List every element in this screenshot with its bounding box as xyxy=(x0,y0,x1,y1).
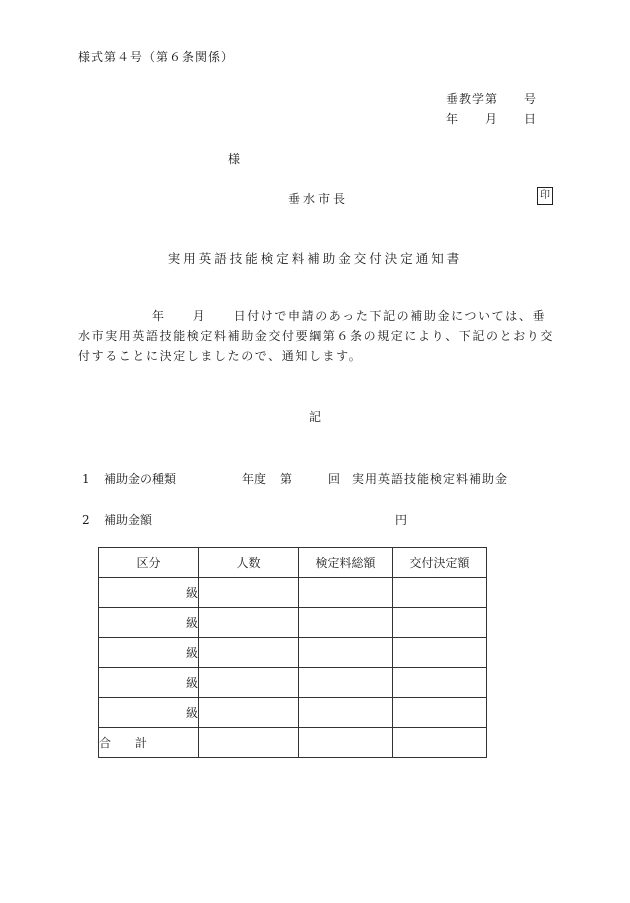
kai-label: 回 xyxy=(328,472,341,486)
total-label-1: 合 xyxy=(99,736,112,750)
total-count-cell xyxy=(199,728,299,758)
notice-body xyxy=(78,306,556,366)
table-header-row xyxy=(99,548,487,578)
decided-amount-cell xyxy=(393,578,487,608)
item-number: 2 xyxy=(82,513,90,527)
item-label: 補助金額 xyxy=(104,513,153,527)
table-row xyxy=(99,668,487,698)
item-label: 補助金の種類 xyxy=(104,472,177,486)
total-fee-cell xyxy=(299,698,393,728)
count-cell xyxy=(199,668,299,698)
total-fee-cell xyxy=(299,578,393,608)
addressee-suffix: 様 xyxy=(228,152,242,166)
count-cell xyxy=(199,578,299,608)
table-row xyxy=(99,638,487,668)
item-subsidy-amount xyxy=(82,511,408,528)
grade-cell: 級 xyxy=(99,638,199,668)
count-cell xyxy=(199,698,299,728)
grade-cell: 級 xyxy=(99,698,199,728)
exam-name: 実用英語技能検定料補助金 xyxy=(352,472,509,486)
total-decided-cell xyxy=(393,728,487,758)
ki-heading: 記 xyxy=(308,410,321,424)
table-row xyxy=(99,608,487,638)
grade-cell: 級 xyxy=(99,608,199,638)
column-header: 交付決定額 xyxy=(393,548,487,578)
grade-cell: 級 xyxy=(99,668,199,698)
document-date: 年 月 日 xyxy=(446,112,538,126)
count-cell xyxy=(199,608,299,638)
table-row xyxy=(99,578,487,608)
table-total-row xyxy=(99,728,487,758)
total-fee-cell xyxy=(299,638,393,668)
yen-unit: 円 xyxy=(395,513,408,527)
column-header: 人数 xyxy=(199,548,299,578)
issuer-name: 垂水市長 xyxy=(288,192,349,206)
form-number: 様式第４号（第６条関係） xyxy=(78,50,235,64)
item-subsidy-type xyxy=(82,470,509,487)
total-fee-cell xyxy=(299,668,393,698)
decided-amount-cell xyxy=(393,668,487,698)
grade-cell: 級 xyxy=(99,578,199,608)
dai-label: 第 xyxy=(280,472,293,486)
decided-amount-cell xyxy=(393,638,487,668)
decided-amount-cell xyxy=(393,608,487,638)
fiscal-year-label: 年度 xyxy=(242,472,267,486)
total-label-cell xyxy=(99,728,199,758)
total-fee-cell xyxy=(299,608,393,638)
total-fee-sum-cell xyxy=(299,728,393,758)
table-row xyxy=(99,698,487,728)
decided-amount-cell xyxy=(393,698,487,728)
notice-paragraph: 年 月 日付けで申請のあった下記の補助金については、垂水市実用英語技能検定料補助金交付要綱第６条の規定により、下記のとおり交付することに決定しましたので、通知します。 xyxy=(78,309,555,363)
count-cell xyxy=(199,638,299,668)
item-number: 1 xyxy=(82,472,90,486)
document-number: 垂教学第 号 xyxy=(446,92,538,106)
seal-stamp: 印 xyxy=(537,187,553,205)
document-title: 実用英語技能検定料補助金交付決定通知書 xyxy=(167,251,463,266)
total-label-2: 計 xyxy=(135,736,148,750)
column-header: 区分 xyxy=(99,548,199,578)
grade-table xyxy=(98,547,487,758)
column-header: 検定料総額 xyxy=(299,548,393,578)
